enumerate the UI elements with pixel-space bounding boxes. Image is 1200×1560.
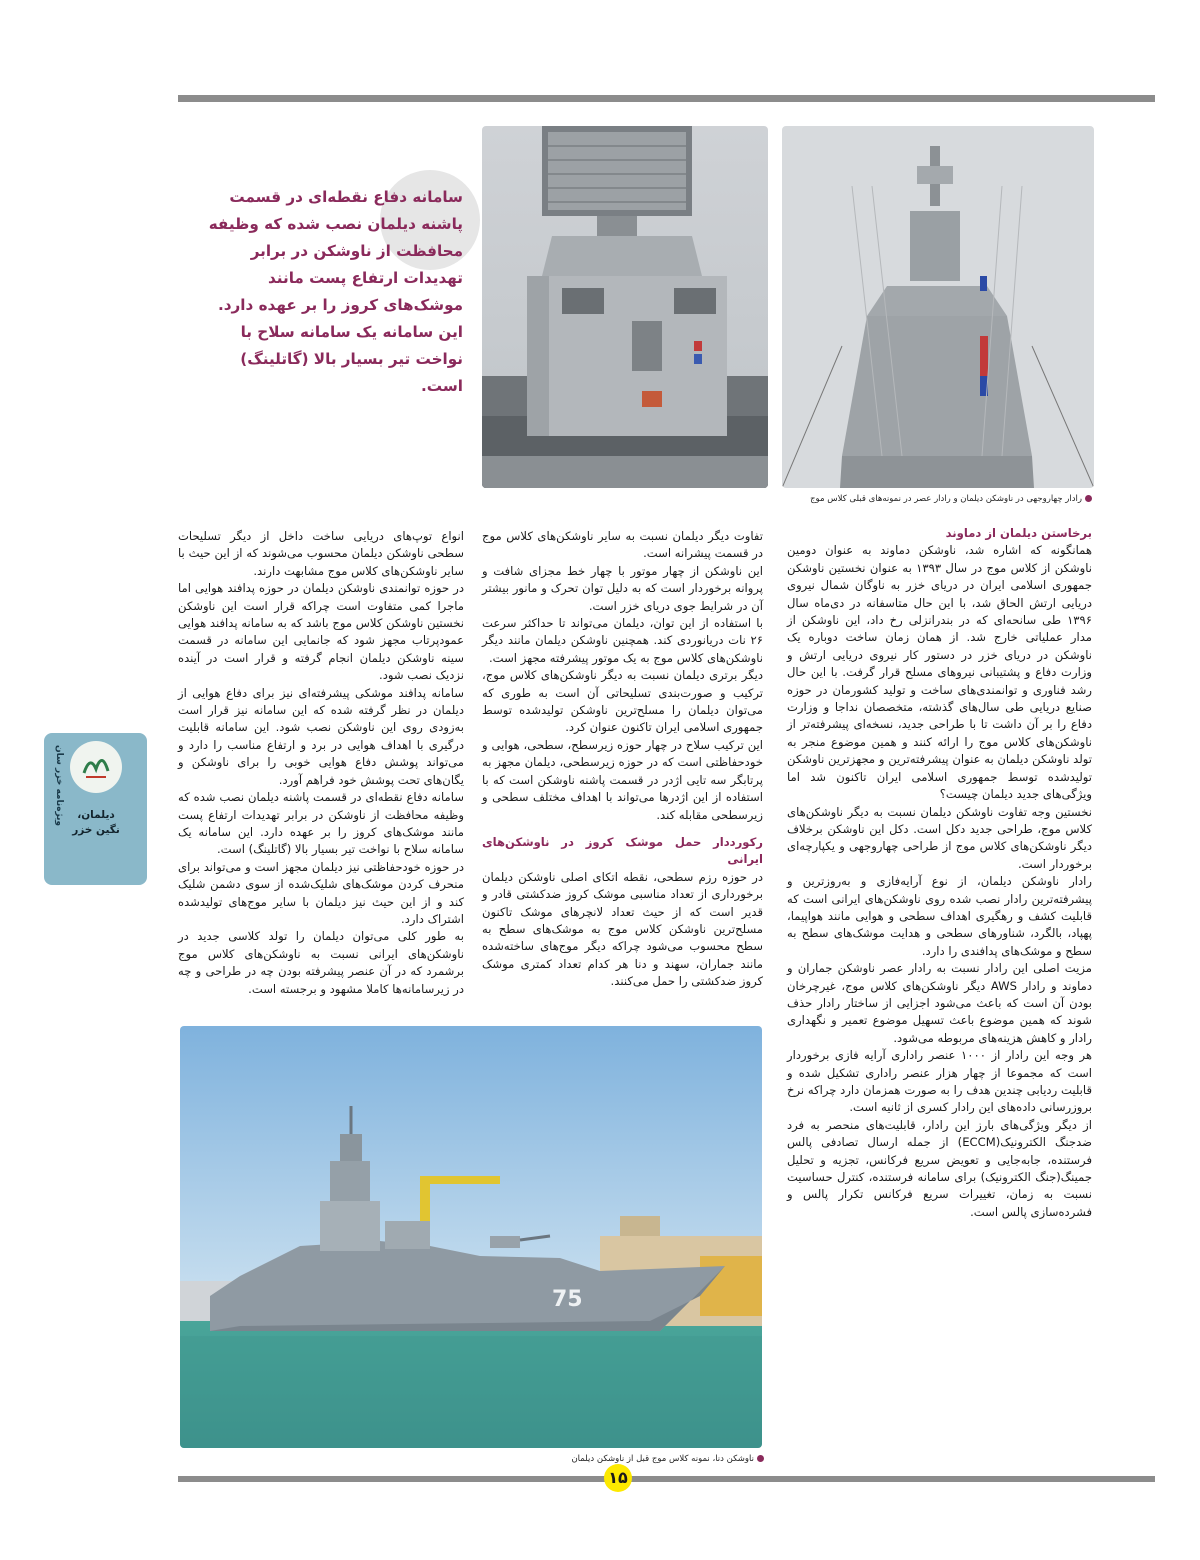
hull-number: 75 (552, 1287, 583, 1312)
ship-photo (180, 1026, 762, 1448)
paragraph: در حوزه خودحفاظتی نیز دیلمان مجهز است و می‌تواند برای منحرف کردن موشک‌های شلیک‌شده از سوی دشمن شلیک کند و از این حیث نیز دیلمان با سایر موج‌های تولیدشده اشتراک دارد. (178, 859, 464, 926)
paragraph: به طور کلی می‌توان دیلمان را تولد کلاسی جدید در ناوشکن‌های ایرانی نسبت به ناوشکن‌های کلاس موج برشمرد که در آن عنصر پیشرفته بودن چه در طراحی و چه در زیرسامانه‌ها کاملا مشهود و برجسته است. (178, 929, 464, 996)
paragraph: نخستین وجه تفاوت ناوشکن دیلمان نسبت به دیگر ناوشکن‌های کلاس موج، طراحی جدید دکل است. دکل این ناوشکن برخلاف دیگر ناوشکن‌های کلاس موج از طراحی چهاروجهی و یکپارچه‌ای برخوردار است. (787, 804, 1092, 871)
radar-photo (482, 126, 768, 488)
top-rule (178, 95, 1155, 102)
ship-photo-caption: ناوشکن دنا، نمونه کلاس موج قبل از ناوشکن دیلمان (571, 1454, 764, 1464)
paragraph: سامانه پدافند موشکی پیشرفته‌ای نیز برای دفاع هوایی از دیلمان در نظر گرفته شده که این سامانه نیز قرار است به‌زودی روی این ناوشکن نصب شود. این سامانه قابلیت درگیری با اهداف هوایی در برد و ارتفاع مناسب را دارد و می‌تواند پوشش دفاع هوایی خوبی را برای ناوشکن و یگان‌های تحت پوشش خود فراهم آورد. (178, 685, 464, 787)
sidebar-vertical-text: ویژه‌نامه خزر سان (54, 745, 64, 827)
page-number: ۱۵ (604, 1464, 632, 1492)
paragraph: رادار ناوشکن دیلمان، از نوع آرایه‌فازی و به‌روزترین و پیشرفته‌ترین رادار نصب شده روی ناوشکن‌های ایرانی است که قابلیت کشف و رهگیری اهداف سطحی و هوایی مانند هواپیما، پهپاد، بالگرد، شناورهای سطحی و هدایت موشک‌های سطح به سطح و موشک‌های پدافندی را دارد. (787, 874, 1092, 958)
section-heading: برخاستن دیلمان از دماوند (945, 526, 1092, 540)
sidebar-label: دیلمان، نگین خزر (72, 809, 120, 836)
mast-photo (782, 126, 1094, 488)
bottom-rule (178, 1476, 1155, 1482)
article-column-left (178, 528, 464, 998)
paragraph: دیگر برتری دیلمان نسبت به دیگر ناوشکن‌های کلاس موج، ترکیب و صورت‌بندی تسلیحاتی آن است به طوری که می‌توان دیلمان را مسلح‌ترین ناوشکن تولیدشده توسط جمهوری اسلامی ایران تاکنون عنوان کرد. (482, 668, 763, 735)
article-column-right (787, 525, 1092, 1221)
pull-quote: سامانه دفاع نقطه‌ای در قسمت پاشنه دیلمان نصب شده که وظیفه محافظت از ناوشکن در برابر تهدیدات ارتفاع پست مانند موشک‌های کروز را بر عهده دارد. این سامانه یک سامانه سلاح با نواخت تیر بسیار بالا (گاتلینگ) است. (208, 188, 463, 395)
caption-bullet (757, 1455, 764, 1462)
paragraph: این ترکیب سلاح در چهار حوزه زیرسطح، سطحی، هوایی و خودحفاظتی است که در حوزه زیرسطحی، دیلمان مجهز به پرتابگر سه تایی اژدر در قسمت پاشنه ناوشکن است که با استفاده از این اژدرها می‌تواند با اهداف مختلف سطحی و زیرسطحی مقابله کند. (482, 737, 763, 822)
paragraph: هر وجه این رادار از ۱۰۰۰ عنصر راداری آرایه فازی برخوردار است که مجموعا از چهار هزار عنصر راداری تشکیل شده و قابلیت ردیابی چندین هدف را به صورت همزمان دارد چراکه نرخ بروزرسانی داده‌های این رادار کسری از ثانیه است. (787, 1048, 1092, 1115)
paragraph: همانگونه که اشاره شد، ناوشکن دماوند به عنوان دومین ناوشکن از کلاس موج در سال ۱۳۹۳ به عنوان نخستین ناوشکن جمهوری اسلامی ایران در دریای خزر به ناوگان شمال نیروی دریایی ارتش الحاق شد، با این حال متاسفانه در دی‌ماه سال ۱۳۹۶ طی سانحه‌ای که در بندرانزلی رخ داد، این ناوشکن از مدار عملیاتی خارج شد. از همان زمان ساخت دوباره یک ناوشکن در دریای خزر در دستور کار نیروی دریایی ارتش و وزارت دفاع و پشتیبانی نیروهای مسلح قرار گرفت. با این حال رشد فناوری و توانمندی‌های ساخت و تولید کشورمان در حوزه صنایع دریایی طی سال‌های گذشته، متخصصان نداجا و وزارت دفاع را بر آن داشت تا با طراحی جدید، نسخه‌ای پیشرفته‌تر از ناوشکن‌های کلاس موج را ارائه کنند و همین موضوع منجر به تولد ناوشکن دیلمان به عنوان پیشرفته‌ترین و مجهزترین ناوشکن تولیدشده توسط جمهوری اسلامی ایران تاکنون شد اما ویژگی‌های جدید دیلمان چیست؟ (787, 543, 1092, 802)
paragraph: این ناوشکن از چهار موتور با چهار خط مجزای شافت و پروانه برخوردار است که به دلیل توان تحرک و مانور بیشتر آن در شرایط جوی دریای خزر است. (482, 563, 763, 613)
caption-bullet (1085, 495, 1092, 502)
mast-photo-caption: رادار چهاروجهی در ناوشکن دیلمان و رادار عصر در نمونه‌های قبلی کلاس موج (810, 494, 1092, 504)
paragraph: سامانه دفاع نقطه‌ای در قسمت پاشنه دیلمان نصب شده که وظیفه محافظت از ناوشکن در برابر تهدیدات ارتفاع پست مانند موشک‌های کروز را بر عهده دارد. این سامانه یک سامانه سلاح با نواخت تیر بسیار بالا (گاتلینگ) است. (178, 790, 464, 857)
paragraph: با استفاده از این توان، دیلمان می‌تواند تا حداکثر سرعت ۲۶ نات دریانوردی کند. همچنین ناوشکن دیلمان مانند دیگر ناوشکن‌های کلاس موج به یک موتور پیشرفته مجهز است. (482, 616, 763, 665)
paragraph: در حوزه رزم سطحی، نقطه اتکای اصلی ناوشکن دیلمان برخورداری از تعداد مناسبی موشک کروز ضدکشتی قادر و قدیر است که از حیث تعداد لانچرهای موشک تاکنون مسلح‌ترین ناوشکن کلاس موج به موشک‌های سطح به سطح محسوب می‌شود چراکه دیگر موج‌های ساخته‌شده مانند جماران، سهند و دنا هر کدام تعداد کمتری موشک کروز ضدکشتی را حمل می‌کنند. (482, 869, 763, 989)
paragraph: در حوزه توانمندی ناوشکن دیلمان در حوزه پدافند هوایی اما ماجرا کمی متفاوت است چراکه قرار است این ناوشکن نخستین ناوشکن کلاس موج باشد که به سامانه پدافند هوایی عمودپرتاب مجهز شود که جانمایی این سامانه در قسمت سینه ناوشکن دیلمان انجام گرفته و قرار است در آینده نزدیک نصب شود. (178, 581, 464, 683)
paragraph: تفاوت دیگر دیلمان نسبت به سایر ناوشکن‌های کلاس موج در قسمت پیشرانه است. (482, 529, 763, 561)
magazine-logo (70, 741, 122, 793)
section-heading: رکورددار حمل موشک کروز در ناوشکن‌های ایرانی (482, 834, 763, 867)
paragraph: از دیگر ویژگی‌های بارز این رادار، قابلیت‌های منحصر به فرد ضدجنگ الکترونیک(ECCM) از جمله ارسال تصادفی پالس فرستنده، جابه‌جایی و تعویض سریع فرکانس، تجزیه و تحلیل جمینگ(جنگ الکترونیک) برای سامانه فرستنده، کنترل حساسیت نسبت به زمان، تغییرات سریع فرکانس تکرار پالس و فشرده‌سازی پالس است. (787, 1117, 1093, 1219)
paragraph: مزیت اصلی این رادار نسبت به رادار عصر ناوشکن جماران و دماوند و رادار AWS دیگر ناوشکن‌های کلاس موج، غیرچرخان بودن آن است که باعث می‌شود اجزایی از ساختار رادار حذف شوند که همین موضوع باعث تسهیل موضوع تعمیر و نگهداری رادار و کاهش هزینه‌های مربوطه می‌شود. (787, 961, 1092, 1045)
paragraph: انواع توپ‌های دریایی ساخت داخل از دیگر تسلیحات سطحی ناوشکن دیلمان محسوب می‌شوند که از این حیث با سایر ناوشکن‌های کلاس موج مشابهت دارند. (178, 529, 464, 578)
article-column-middle (482, 528, 763, 991)
